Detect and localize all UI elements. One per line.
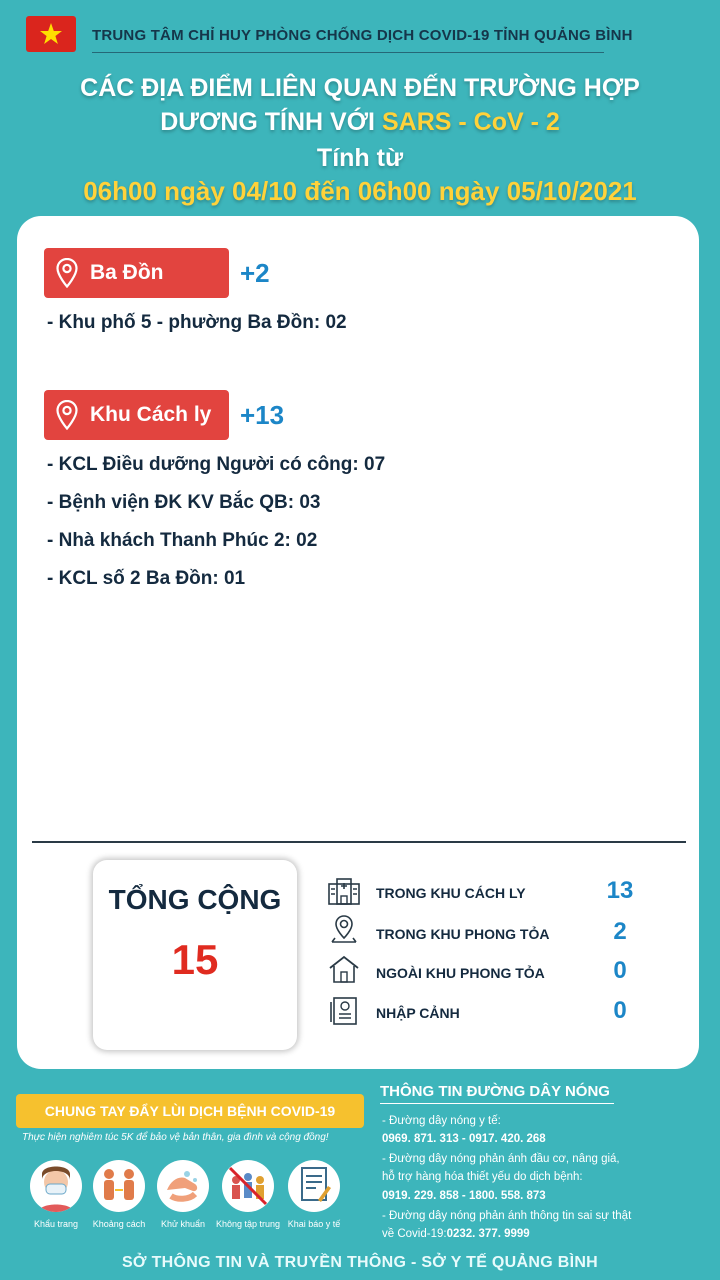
title-line-2: [0, 108, 720, 137]
hotline-misinfo-number: 0232. 377. 9999: [446, 1228, 530, 1240]
location-name: Ba Đồn: [90, 261, 164, 284]
location-tag-khu-cach-ly: [44, 390, 229, 440]
hospital-icon: [326, 876, 362, 906]
stat-label: NHẬP CẢNH: [376, 1005, 460, 1021]
total-label: TỔNG CỘNG: [108, 884, 282, 915]
stat-value: 2: [613, 918, 627, 945]
agency-name: TRUNG TÂM CHỈ HUY PHÒNG CHỐNG DỊCH COVID-19 TỈNH QUẢNG BÌNH: [92, 27, 633, 44]
stat-value: 0: [613, 957, 627, 984]
location-item: - Nhà khách Thanh Phúc 2: 02: [47, 530, 318, 551]
hotline-health-label: - Đường dây nóng y tế:: [382, 1115, 501, 1127]
location-pin-icon: [326, 914, 362, 944]
vietnam-flag-icon: [26, 16, 76, 52]
hotline-price-label: - Đường dây nóng phản ánh đầu cơ, nâng giá,: [382, 1153, 620, 1165]
title-prefix: DƯƠNG TÍNH VỚI: [160, 108, 376, 136]
campaign-item-label: Khai báo y tế: [287, 1219, 341, 1229]
date-range: 06h00 ngày 04/10 đến 06h00 ngày 05/10/2021: [83, 176, 637, 206]
total-value: 15: [171, 936, 219, 983]
location-name: Khu Cách ly: [90, 403, 212, 426]
hotline-price-label: hỗ trợ hàng hóa thiết yếu do dịch bệnh:: [382, 1171, 583, 1183]
hotline-health-numbers: 0969. 871. 313 - 0917. 420. 268: [382, 1133, 546, 1145]
hotline-misinfo-label: - Đường dây nóng phản ánh thông tin sai sự thật: [382, 1210, 632, 1222]
footer-credit: SỞ THÔNG TIN VÀ TRUYỀN THÔNG - SỞ Y TẾ QUẢNG BÌNH: [121, 1254, 599, 1271]
health-declaration-icon: [288, 1160, 340, 1212]
distance-icon: [93, 1160, 145, 1212]
location-item: - Bệnh viện ĐK KV Bắc QB: 03: [47, 492, 321, 513]
stat-label: TRONG KHU CÁCH LY: [376, 885, 526, 901]
campaign-item-label: Không tập trung: [215, 1219, 281, 1229]
agency-underline: [92, 52, 604, 53]
handwash-icon: [157, 1160, 209, 1212]
hotline-price-numbers: 0919. 229. 858 - 1800. 558. 873: [382, 1190, 546, 1202]
title-line-1: CÁC ĐỊA ĐIỂM LIÊN QUAN ĐẾN TRƯỜNG HỢP: [80, 74, 640, 102]
hotline-misinfo-line: [382, 1228, 530, 1240]
campaign-item-label: Khoảng cách: [92, 1219, 146, 1229]
mask-icon: [30, 1160, 82, 1212]
campaign-item-label: Khử khuẩn: [160, 1219, 206, 1229]
location-item: - KCL số 2 Ba Đồn: 01: [47, 568, 246, 589]
location-pin-icon: [56, 400, 78, 430]
location-count: +2: [240, 258, 270, 288]
campaign-banner: CHUNG TAY ĐẨY LÙI DỊCH BỆNH COVID-19: [16, 1094, 364, 1128]
hotline-title: THÔNG TIN ĐƯỜNG DÂY NÓNG: [380, 1083, 610, 1100]
stat-label: NGOÀI KHU PHONG TỎA: [376, 965, 545, 981]
stat-value: 13: [606, 877, 634, 904]
hotline-misinfo-prefix: về Covid-19:: [382, 1228, 447, 1240]
title-line-3: Tính từ: [316, 144, 404, 172]
house-icon: [326, 954, 362, 984]
no-gathering-icon: [222, 1160, 274, 1212]
location-tag-ba-don: [44, 248, 229, 298]
virus-name: SARS - CoV - 2: [381, 108, 560, 136]
location-item: - KCL Điều dưỡng Người có công: 07: [47, 454, 386, 475]
hotline-underline: [380, 1103, 614, 1104]
campaign-item-label: Khẩu trang: [33, 1219, 79, 1229]
passport-icon: [326, 996, 362, 1026]
location-item: - Khu phố 5 - phường Ba Đồn: 02: [47, 312, 347, 333]
total-box: [93, 860, 297, 1050]
location-count: +13: [240, 400, 285, 430]
section-divider: [32, 841, 686, 843]
location-pin-icon: [56, 258, 78, 288]
stat-label: TRONG KHU PHONG TỎA: [376, 926, 550, 942]
stat-value: 0: [613, 997, 627, 1024]
campaign-subtitle: Thực hiện nghiêm túc 5K để bảo vệ bản thân, gia đình và cộng đồng!: [22, 1132, 329, 1143]
